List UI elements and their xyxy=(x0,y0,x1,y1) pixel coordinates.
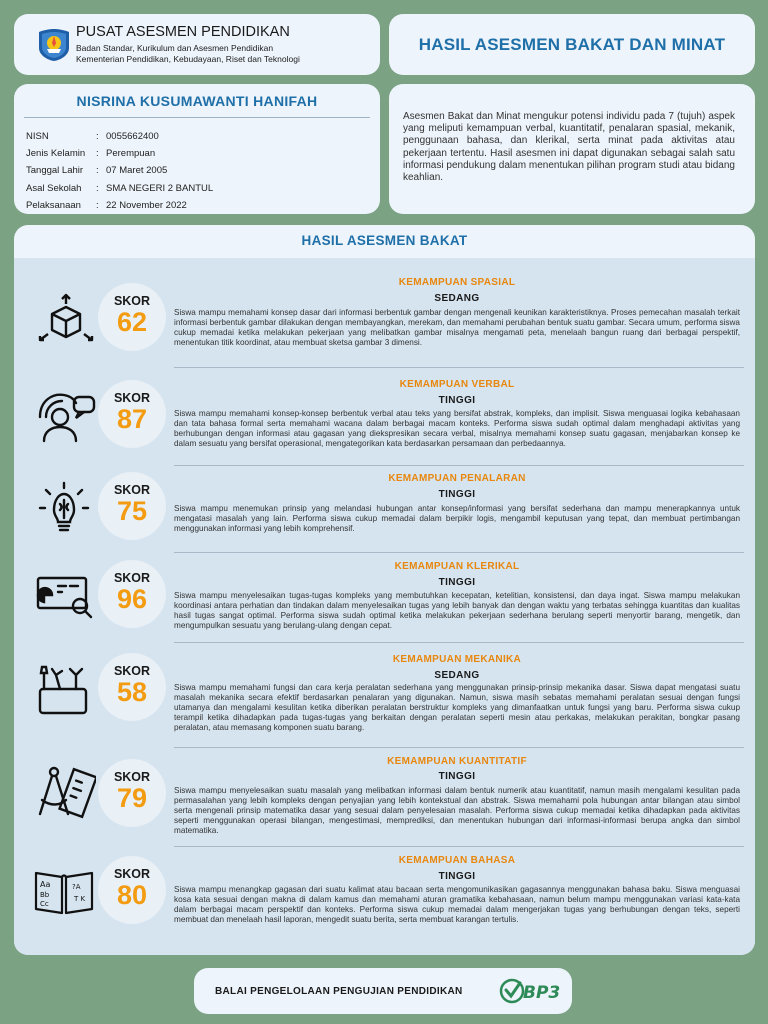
divider xyxy=(174,747,744,748)
result-description: Siswa mampu menangkap gagasan dari suatu kalimat atau bacaan serta mengomunikasikan gagasannya menggunakan bahasa baku. Siswa menguasai kosa kata sesuai dengan makna di dalam kamus dan memahami aturan gramatika kebahasaan, namun belum mampu menggunakan variasi kata-kata dalam berbagai macam perspektif dan konteks. Performa siswa cukup memadai dalam mengerjakan tugas yang berhubungan dengan teks, seperti membuat dan menelaah hasil laporan, mengedit suatu berita, serta membuat karangan tertulis. xyxy=(174,885,740,925)
bp3-logo-text: BP3 xyxy=(523,983,560,1003)
student-name: NISRINA KUSUMAWANTI HANIFAH xyxy=(76,93,318,109)
level-label: SEDANG xyxy=(434,293,480,304)
org-title: PUSAT ASESMEN PENDIDIKAN xyxy=(76,24,290,40)
score-badge xyxy=(98,560,166,628)
alphabet-book-icon xyxy=(32,863,96,919)
footer-card xyxy=(194,968,572,1014)
score-badge xyxy=(98,856,166,924)
result-description: Siswa mampu menyelesaikan tugas-tugas kompleks yang membutuhkan kecepatan, ketelitian, konsistensi, dan daya ingat. Siswa mampu melakukan koordinasi antara perhatian dan tindakan dalam menyelesaikan tugas yang lebih banyak dan dengan waktu yang terbatas sehingga kuantitas dan kualitas hasil tugas sangat optimal. Performa siswa sudah optimal ketika melakukan pekerjaan sederhana berulang seperti menyortir barang, mengetik, dan mengumpulkan sesuatu yang berulang-ulang dengan cepat. xyxy=(174,591,740,631)
score-badge xyxy=(98,380,166,448)
level-label: TINGGI xyxy=(438,489,476,500)
level-label: SEDANG xyxy=(434,670,480,681)
student-fields xyxy=(26,128,213,214)
score-badge xyxy=(98,759,166,827)
score-value: 80 xyxy=(116,880,148,910)
field-label: Jenis Kelamin xyxy=(26,148,86,160)
report-title: HASIL ASESMEN BAKAT DAN MINAT xyxy=(418,34,726,54)
svg-text:T K: T K xyxy=(74,895,86,903)
score-value: 96 xyxy=(116,584,148,614)
field-value: 07 Maret 2005 xyxy=(106,165,168,177)
divider xyxy=(174,846,744,847)
tut-wuri-handayani-logo-icon xyxy=(36,28,72,62)
field-school: Asal Sekolah : SMA NEGERI 2 BANTUL xyxy=(26,182,214,194)
level-label: TINGGI xyxy=(438,871,476,882)
field-label: Tanggal Lahir xyxy=(26,165,84,177)
score-badge xyxy=(98,283,166,351)
field-birth-date: Tanggal Lahir : 07 Maret 2005 xyxy=(26,165,168,177)
category-title: KEMAMPUAN SPASIAL xyxy=(398,277,516,288)
score-label: SKOR xyxy=(113,483,151,497)
field-label: Asal Sekolah xyxy=(26,182,82,194)
speaking-person-icon xyxy=(32,387,96,443)
field-value: SMA NEGERI 2 BANTUL xyxy=(106,182,214,194)
field-exam-date: Pelaksanaan : 22 November 2022 xyxy=(26,199,187,211)
field-gender: Jenis Kelamin : Perempuan xyxy=(26,148,156,160)
result-description: Siswa mampu memahami fungsi dan cara kerja peralatan sederhana yang menggunakan prinsip-prinsip mekanika dasar. Siswa dapat mengatasi suatu masalah mekanika secara efektif berdasarkan penalaran yang digunakan. Namun, siswa masih sebatas memahami peralatan sesuai dengan fungsi utamanya dan mengalami kesulitan ketika diberikan peralatan berstruktur kompleks yang dimanfaatkan untuk fungsi yang baru. Performa siswa cukup terampil ketika dihadapkan pada tugas-tugas yang berkaitan dengan peralatan seperti mesin atau perkakas, melakukan perakitan, bongkar pasang peralatan, atau memasang komponen suatu barang. xyxy=(174,683,740,733)
score-label: SKOR xyxy=(113,391,151,405)
divider xyxy=(174,642,744,643)
result-description: Siswa mampu memahami konsep dasar dari informasi berbentuk gambar dengan mengenali keunikan karakteristiknya. Proses pemecahan masalah terkait informasi berbentuk gambar dilakukan dengan membayangkan, merekam, dan memahami perubahan bentuk suatu gambar. Secara umum, performa siswa cukup memadai ketika melakukan pekerjaan yang melibatkan gambar misalnya mengamati peta, menelaah bangun ruang dari berbagai perspektif, menentukan titik koordinat, atau membuat sketsa gambar 3 dimensi. xyxy=(174,308,740,348)
category-title: KEMAMPUAN KLERIKAL xyxy=(394,561,520,572)
lightbulb-brain-icon xyxy=(32,480,96,536)
result-description: Siswa mampu menyelesaikan suatu masalah yang melibatkan informasi dalam bentuk numerik atau kuantitatif, namun masih mengalami kesulitan pada permasalahan yang lebih kompleks dengan penyajian yang lebih kontekstual dan abstrak. Siswa memahami pola hubungan antar bilangan atau simbol serta mengenali prinsip matematika dasar yang sesuai dalam penyelesaian masalah. Performa siswa cukup memadai ketika dihadapkan pada aktivitas seperti menggunakan operasi bilangan, mengestimasi, memprediksi, dan menentukan hubungan dari informasi-informasi berupa angka dan simbol matematika. xyxy=(174,786,740,836)
field-value: 22 November 2022 xyxy=(106,199,187,211)
divider xyxy=(174,367,744,368)
field-value: Perempuan xyxy=(106,148,156,160)
field-label: NISN xyxy=(26,131,49,143)
svg-text:Cc: Cc xyxy=(40,900,49,908)
svg-text:Bb: Bb xyxy=(40,891,50,899)
score-value: 58 xyxy=(116,677,148,707)
field-value: 0055662400 xyxy=(106,131,159,143)
field-nisn: NISN : 0055662400 xyxy=(26,131,159,143)
score-label: SKOR xyxy=(113,770,151,784)
org-subtitle xyxy=(76,43,300,64)
org-header xyxy=(14,14,380,75)
level-label: TINGGI xyxy=(438,577,476,588)
divider xyxy=(24,117,370,118)
score-label: SKOR xyxy=(113,571,151,585)
score-value: 75 xyxy=(116,496,148,526)
category-title: KEMAMPUAN PENALARAN xyxy=(388,473,526,484)
field-label: Pelaksanaan xyxy=(26,199,81,211)
student-info-card xyxy=(14,84,380,214)
result-description: Siswa mampu menemukan prinsip yang melandasi hubungan antar konsep/informasi yang bersifat sederhana dan mampu menerapkannya untuk mengatasi masalah yang lain. Performa siswa cukup memadai dalam berpikir logis, mengambil keputusan yang tepat, dan membuat pertimbangan menggunakan informasi yang lebih komprehensif. xyxy=(174,504,740,534)
description-card xyxy=(389,84,755,214)
score-badge xyxy=(98,653,166,721)
bp3-logo-icon xyxy=(498,975,560,1007)
result-description: Siswa mampu memahami konsep-konsep berbentuk verbal atau teks yang bersifat abstrak, kompleks, dan implisit. Siswa menguasai logika kebahasaan dan tata bahasa formal serta memahami wacana dalam berbagai macam konteks. Performa siswa sudah optimal dalam menghadapi aktivitas yang berhubungan dengan informasi atau gagasan yang diekspresikan secara verbal, misalnya memahami konsep suatu gagasan, menjabarkan konsep ke dalam sesuatu yang bersifat operasional, mengategorikan kata berdasarkan persamaan dan perbedaannya. xyxy=(174,409,740,449)
svg-text:?A: ?A xyxy=(72,883,81,891)
toolbox-icon xyxy=(32,661,96,717)
category-title: KEMAMPUAN BAHASA xyxy=(398,855,516,866)
results-band xyxy=(14,258,755,955)
category-title: KEMAMPUAN KUANTITATIF xyxy=(387,756,527,767)
divider xyxy=(174,465,744,466)
description-text: Asesmen Bakat dan Minat mengukur potensi individu pada 7 (tujuh) aspek yang meliputi kemampuan verbal, kuantitatif, penalaran spasial, mekanik, penggunaan bahasa, dan klerikal, serta minat pada aktivitas atau pekerjaan tertentu. Hasil asesmen ini dapat digunakan sebagai salah satu informasi pendukung dalam menentukan pilihan program studi atau bidang keahlian. xyxy=(403,111,735,184)
score-value: 79 xyxy=(116,783,148,813)
compass-ruler-icon xyxy=(32,764,96,820)
score-value: 62 xyxy=(116,307,148,337)
score-badge xyxy=(98,472,166,540)
score-label: SKOR xyxy=(113,867,151,881)
cube-icon xyxy=(32,292,96,348)
score-value: 87 xyxy=(116,404,148,434)
level-label: TINGGI xyxy=(438,395,476,406)
footer-label: BALAI PENGELOLAAN PENGUJIAN PENDIDIKAN xyxy=(215,985,463,997)
results-card xyxy=(14,225,755,955)
score-label: SKOR xyxy=(113,664,151,678)
level-label: TINGGI xyxy=(438,771,476,782)
org-subtitle-line-1: Badan Standar, Kurikulum dan Asesmen Pendidikan xyxy=(76,43,274,53)
category-title: KEMAMPUAN MEKANIKA xyxy=(392,654,522,665)
report-title-card xyxy=(389,14,755,75)
divider xyxy=(174,552,744,553)
document-search-icon xyxy=(32,568,96,624)
score-label: SKOR xyxy=(113,294,151,308)
category-title: KEMAMPUAN VERBAL xyxy=(399,379,515,390)
section-title: HASIL ASESMEN BAKAT xyxy=(301,233,468,248)
org-subtitle-line-2: Kementerian Pendidikan, Kebudayaan, Riset dan Teknologi xyxy=(76,53,300,64)
svg-text:Aa: Aa xyxy=(40,880,51,889)
